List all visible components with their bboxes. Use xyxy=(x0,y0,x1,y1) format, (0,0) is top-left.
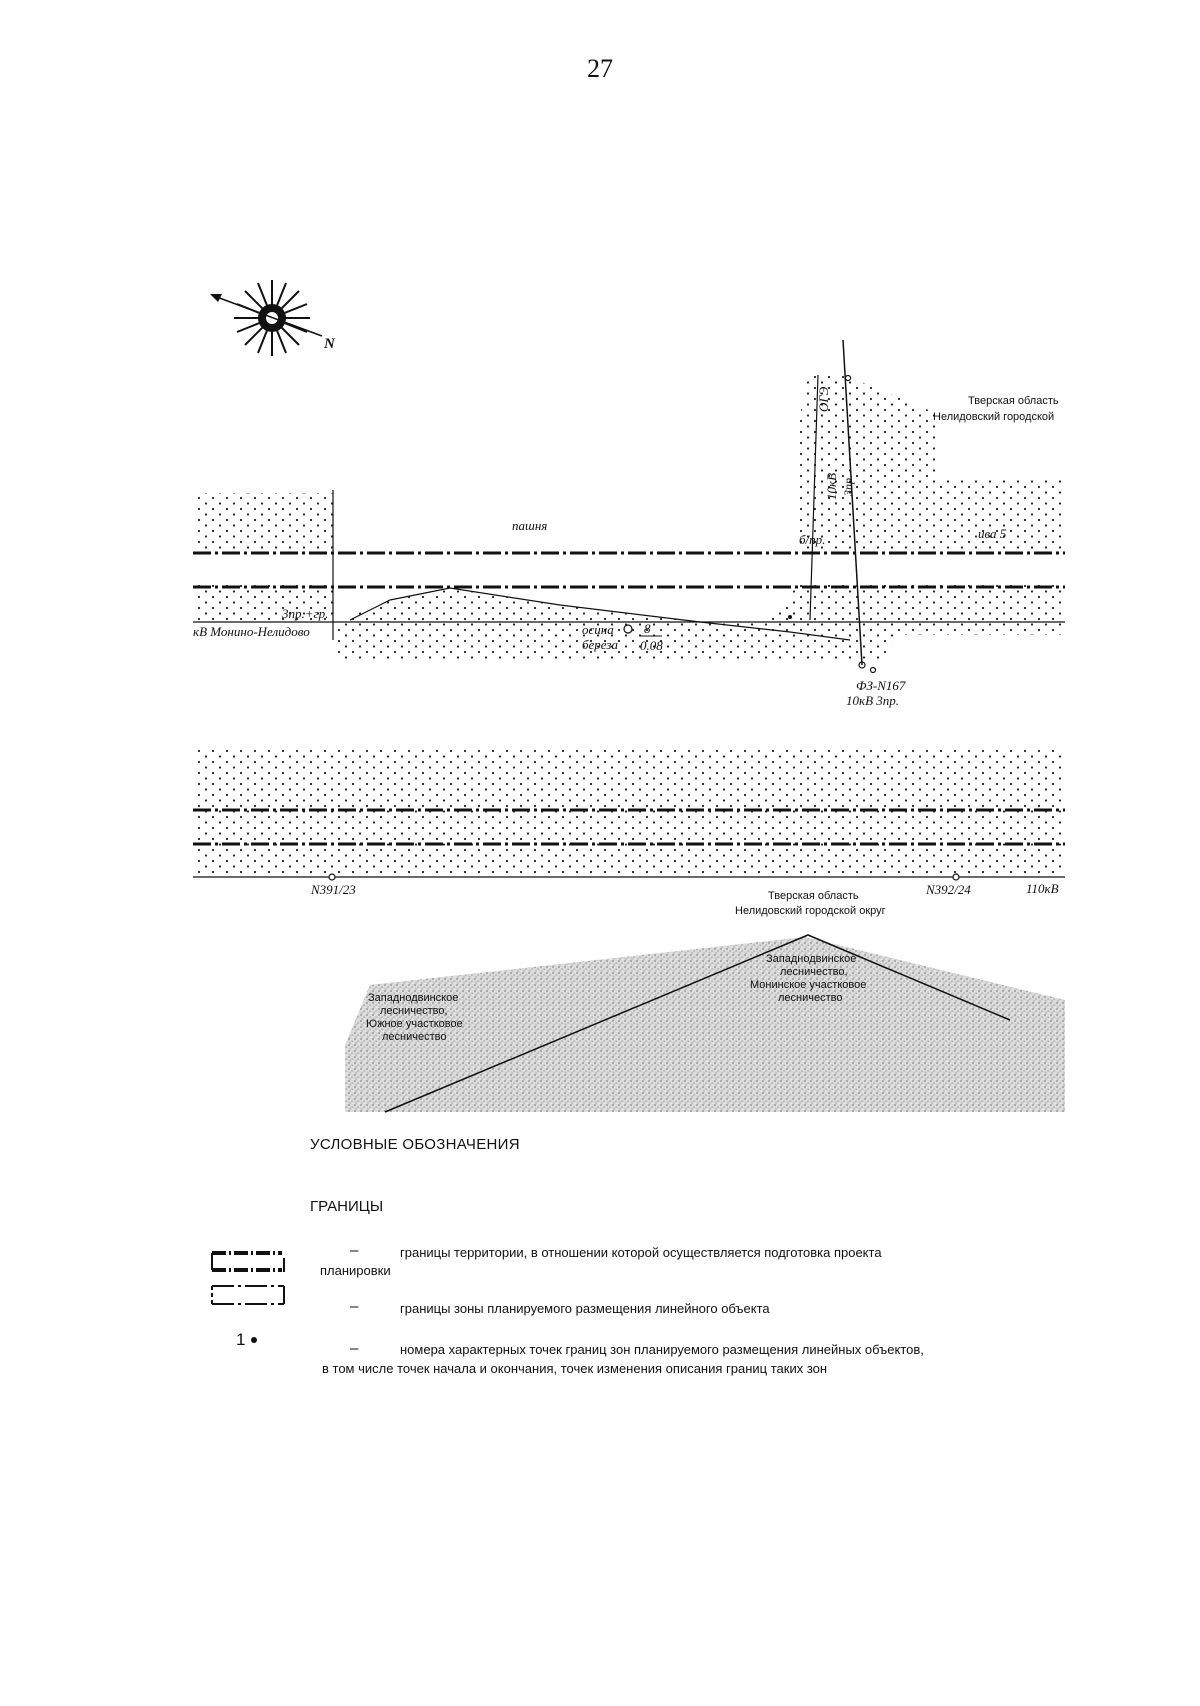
tree-top-label: осина xyxy=(582,622,614,637)
willow-label: ива 5 xyxy=(978,526,1007,541)
territory-boundary-symbol xyxy=(212,1253,284,1272)
vertical-line-label-1: 10кВ xyxy=(824,472,839,500)
forest-left-line-3: Южное участковое xyxy=(366,1018,463,1030)
legend-item-3-line-1: номера характерных точек границ зон планируемого размещения линейных объектов, xyxy=(400,1342,924,1357)
middle-map-fragment xyxy=(193,750,1065,917)
voltage-right-label: 110кВ xyxy=(1026,881,1059,896)
legend-item-3-line-2: в том числе точек начала и окончания, точек изменения описания границ таких зон xyxy=(322,1361,828,1376)
tree-num-bottom: 0.08 xyxy=(640,638,663,653)
zone-boundary-symbol xyxy=(212,1286,284,1304)
svg-text:1: 1 xyxy=(236,1330,246,1349)
forest-left-line-1: Западнодвинское xyxy=(368,992,459,1004)
forest-right-line-3: Монинское участковое xyxy=(750,979,867,991)
pole-left-label: N391/23 xyxy=(311,882,356,897)
tree-bottom-label: береза xyxy=(582,637,618,652)
forest-left-line-4: лесничество xyxy=(382,1031,447,1043)
legend-title: УСЛОВНЫЕ ОБОЗНАЧЕНИЯ xyxy=(310,1136,520,1153)
legend-dash-3: – xyxy=(350,1340,359,1357)
legend-dash-2: – xyxy=(350,1298,359,1315)
substation-label: ФЗ-N167 xyxy=(856,678,906,693)
forest-area xyxy=(345,935,1065,1112)
region-top-label: Тверская область xyxy=(968,395,1059,407)
forest-right-line-2: лесничество, xyxy=(780,966,848,978)
substation-line-label: 10кВ 3пр. xyxy=(846,693,900,708)
legend-dash-1: – xyxy=(350,1242,359,1259)
power-line-left-label: 3пр.+гр. xyxy=(282,606,329,621)
district-bottom-label: Нелидовский городской округ xyxy=(735,905,886,917)
forest-right-line-1: Западнодвинское xyxy=(766,953,857,965)
legend-item-1-line-1: границы территории, в отношении которой осуществляется подготовка проекта xyxy=(400,1245,882,1260)
district-top-label: Нелидовский городской xyxy=(933,411,1055,423)
point-number-symbol xyxy=(236,1330,257,1349)
tree-num-top: 8 xyxy=(644,621,651,636)
legend-item-1-line-2: планировки xyxy=(320,1263,391,1278)
compass-rose-icon xyxy=(210,280,336,356)
north-label: N xyxy=(324,336,335,352)
pole-right-label: N392/24 xyxy=(926,882,971,897)
forest-left-line-2: лесничество, xyxy=(380,1005,448,1017)
road-name-label: кВ Монино-Нелидово xyxy=(193,624,310,639)
region-bottom-label: Тверская область xyxy=(768,890,859,902)
legend-item-2-line-1: границы зоны планируемого размещения линейного объекта xyxy=(400,1301,770,1316)
forest-right-line-4: лесничество xyxy=(778,992,843,1004)
prop-label: б/пр. xyxy=(799,532,826,547)
upper-map-fragment xyxy=(193,340,1065,708)
arable-label: пашня xyxy=(512,518,548,533)
vertical-line-label-2: 3пр. xyxy=(841,475,855,496)
vertical-top-label: ОГЭ xyxy=(816,386,831,412)
legend-section-title: ГРАНИЦЫ xyxy=(310,1198,384,1215)
page-number: 27 xyxy=(587,54,613,83)
